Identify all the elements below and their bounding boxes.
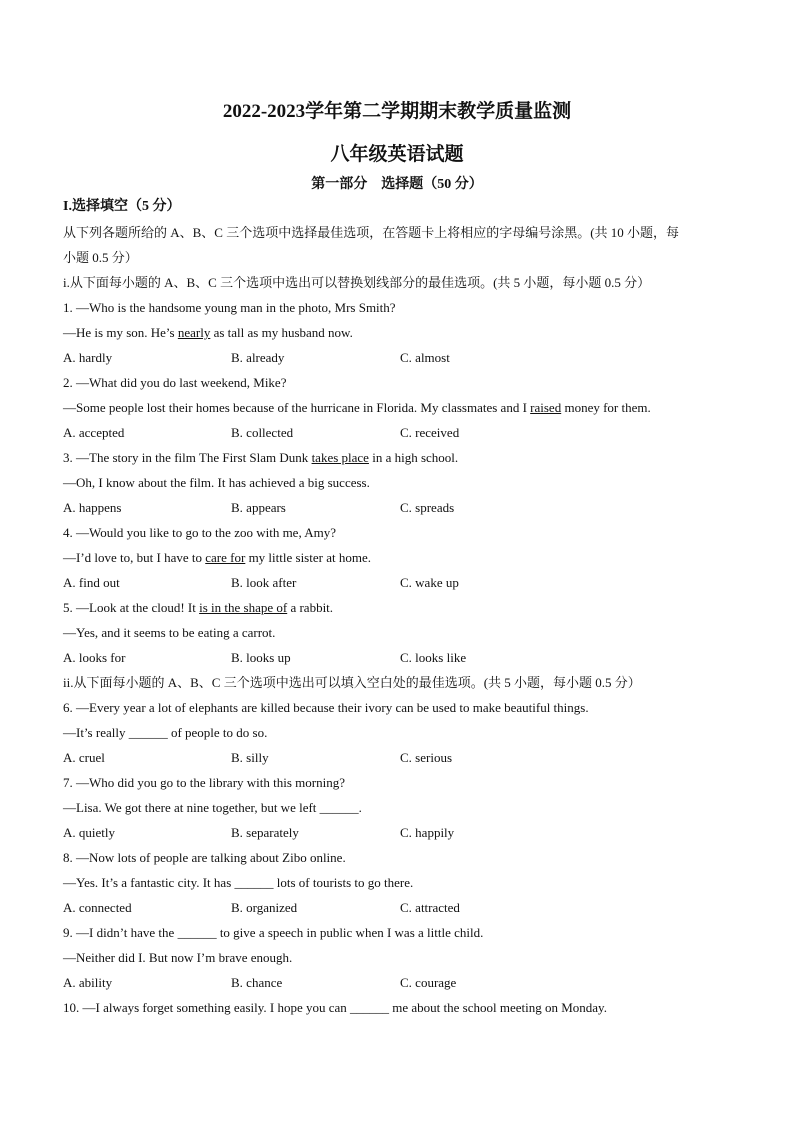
option-b: B. already [231, 350, 285, 365]
option-b: B. look after [231, 575, 297, 590]
question-6-line2: —It’s really ______ of people to do so. [63, 725, 268, 740]
question-2-line1: 2. —What did you do last weekend, Mike? [63, 375, 287, 390]
option-b: B. separately [231, 825, 299, 840]
option-b: B. silly [231, 750, 269, 765]
question-3-line1: 3. —The story in the film The First Slam Dunk takes place in a high school. [63, 450, 459, 465]
option-b: B. appears [231, 500, 286, 515]
option-a: A. ability [63, 975, 113, 990]
underlined-phrase: raised [530, 400, 562, 415]
question-4-line1: 4. —Would you like to go to the zoo with me, Amy? [63, 525, 337, 540]
exam-subtitle: 八年级英语试题 [330, 144, 464, 165]
question-8-line1: 8. —Now lots of people are talking about Zibo online. [63, 850, 346, 865]
option-c: C. happily [400, 825, 455, 840]
instruction-line1: 从下列各题所给的 A、B、C 三个选项中选择最佳选项，在答题卡上将相应的字母编号涂黑。(共 10 小题，每 [63, 225, 680, 240]
option-c: C. courage [400, 975, 457, 990]
question-3-line2: —Oh, I know about the film. It has achieved a big success. [63, 475, 370, 490]
option-a: A. quietly [63, 825, 115, 840]
question-9-line1: 9. —I didn’t have the ______ to give a speech in public when I was a little child. [63, 925, 484, 940]
question-7-line2: —Lisa. We got there at nine together, but we left ______. [63, 800, 362, 815]
underlined-phrase: is in the shape of [199, 600, 288, 615]
question-5-line1: 5. —Look at the cloud! It is in the shape of a rabbit. [63, 600, 334, 615]
sub-instruction-ii: ii.从下面每小题的 A、B、C 三个选项中选出可以填入空白处的最佳选项。(共 5 小题，每小题 0.5 分） [63, 675, 641, 690]
option-a: A. happens [63, 500, 122, 515]
question-10-line1: 10. —I always forget something easily. I hope you can ______ me about the school meeting on Monday. [63, 1000, 607, 1015]
underlined-phrase: nearly [177, 325, 211, 340]
option-b: B. chance [231, 975, 283, 990]
option-c: C. wake up [400, 575, 459, 590]
question-4-line2: —I’d love to, but I have to care for my little sister at home. [63, 550, 371, 565]
sub-instruction-i: i.从下面每小题的 A、B、C 三个选项中选出可以替换划线部分的最佳选项。(共 5 小题，每小题 0.5 分） [63, 275, 651, 290]
question-1-line1: 1. —Who is the handsome young man in the photo, Mrs Smith? [63, 300, 396, 315]
option-b: B. organized [231, 900, 298, 915]
option-a: A. looks for [63, 650, 126, 665]
option-a: A. connected [63, 900, 132, 915]
exam-title: 2022-2023学年第二学期期末教学质量监测 [222, 101, 572, 122]
question-1-line2: —He is my son. He’s nearly as tall as my husband now. [63, 325, 353, 340]
question-7-line1: 7. —Who did you go to the library with this morning? [63, 775, 345, 790]
option-c: C. received [400, 425, 460, 440]
question-5-line2: —Yes, and it seems to be eating a carrot. [63, 625, 276, 640]
option-c: C. serious [400, 750, 452, 765]
option-c: C. almost [400, 350, 450, 365]
section-heading: I.选择填空（5 分） [63, 199, 181, 214]
option-c: C. attracted [400, 900, 460, 915]
instruction-line2: 小题 0.5 分） [63, 250, 138, 265]
option-b: B. collected [231, 425, 294, 440]
option-b: B. looks up [231, 650, 291, 665]
underlined-phrase: care for [205, 550, 246, 565]
option-a: A. hardly [63, 350, 113, 365]
question-2-line2: —Some people lost their homes because of the hurricane in Florida. My classmates and I raised money for them. [63, 400, 651, 415]
option-a: A. find out [63, 575, 120, 590]
underlined-phrase: takes place [311, 450, 369, 465]
question-9-line2: —Neither did I. But now I’m brave enough. [63, 950, 293, 965]
option-a: A. cruel [63, 750, 105, 765]
question-6-line1: 6. —Every year a lot of elephants are killed because their ivory can be used to make beautiful things. [63, 700, 589, 715]
question-8-line2: —Yes. It’s a fantastic city. It has ______ lots of tourists to go there. [63, 875, 414, 890]
option-c: C. spreads [400, 500, 455, 515]
option-c: C. looks like [400, 650, 467, 665]
part-title: 第一部分 选择题（50 分） [311, 177, 483, 192]
option-a: A. accepted [63, 425, 125, 440]
